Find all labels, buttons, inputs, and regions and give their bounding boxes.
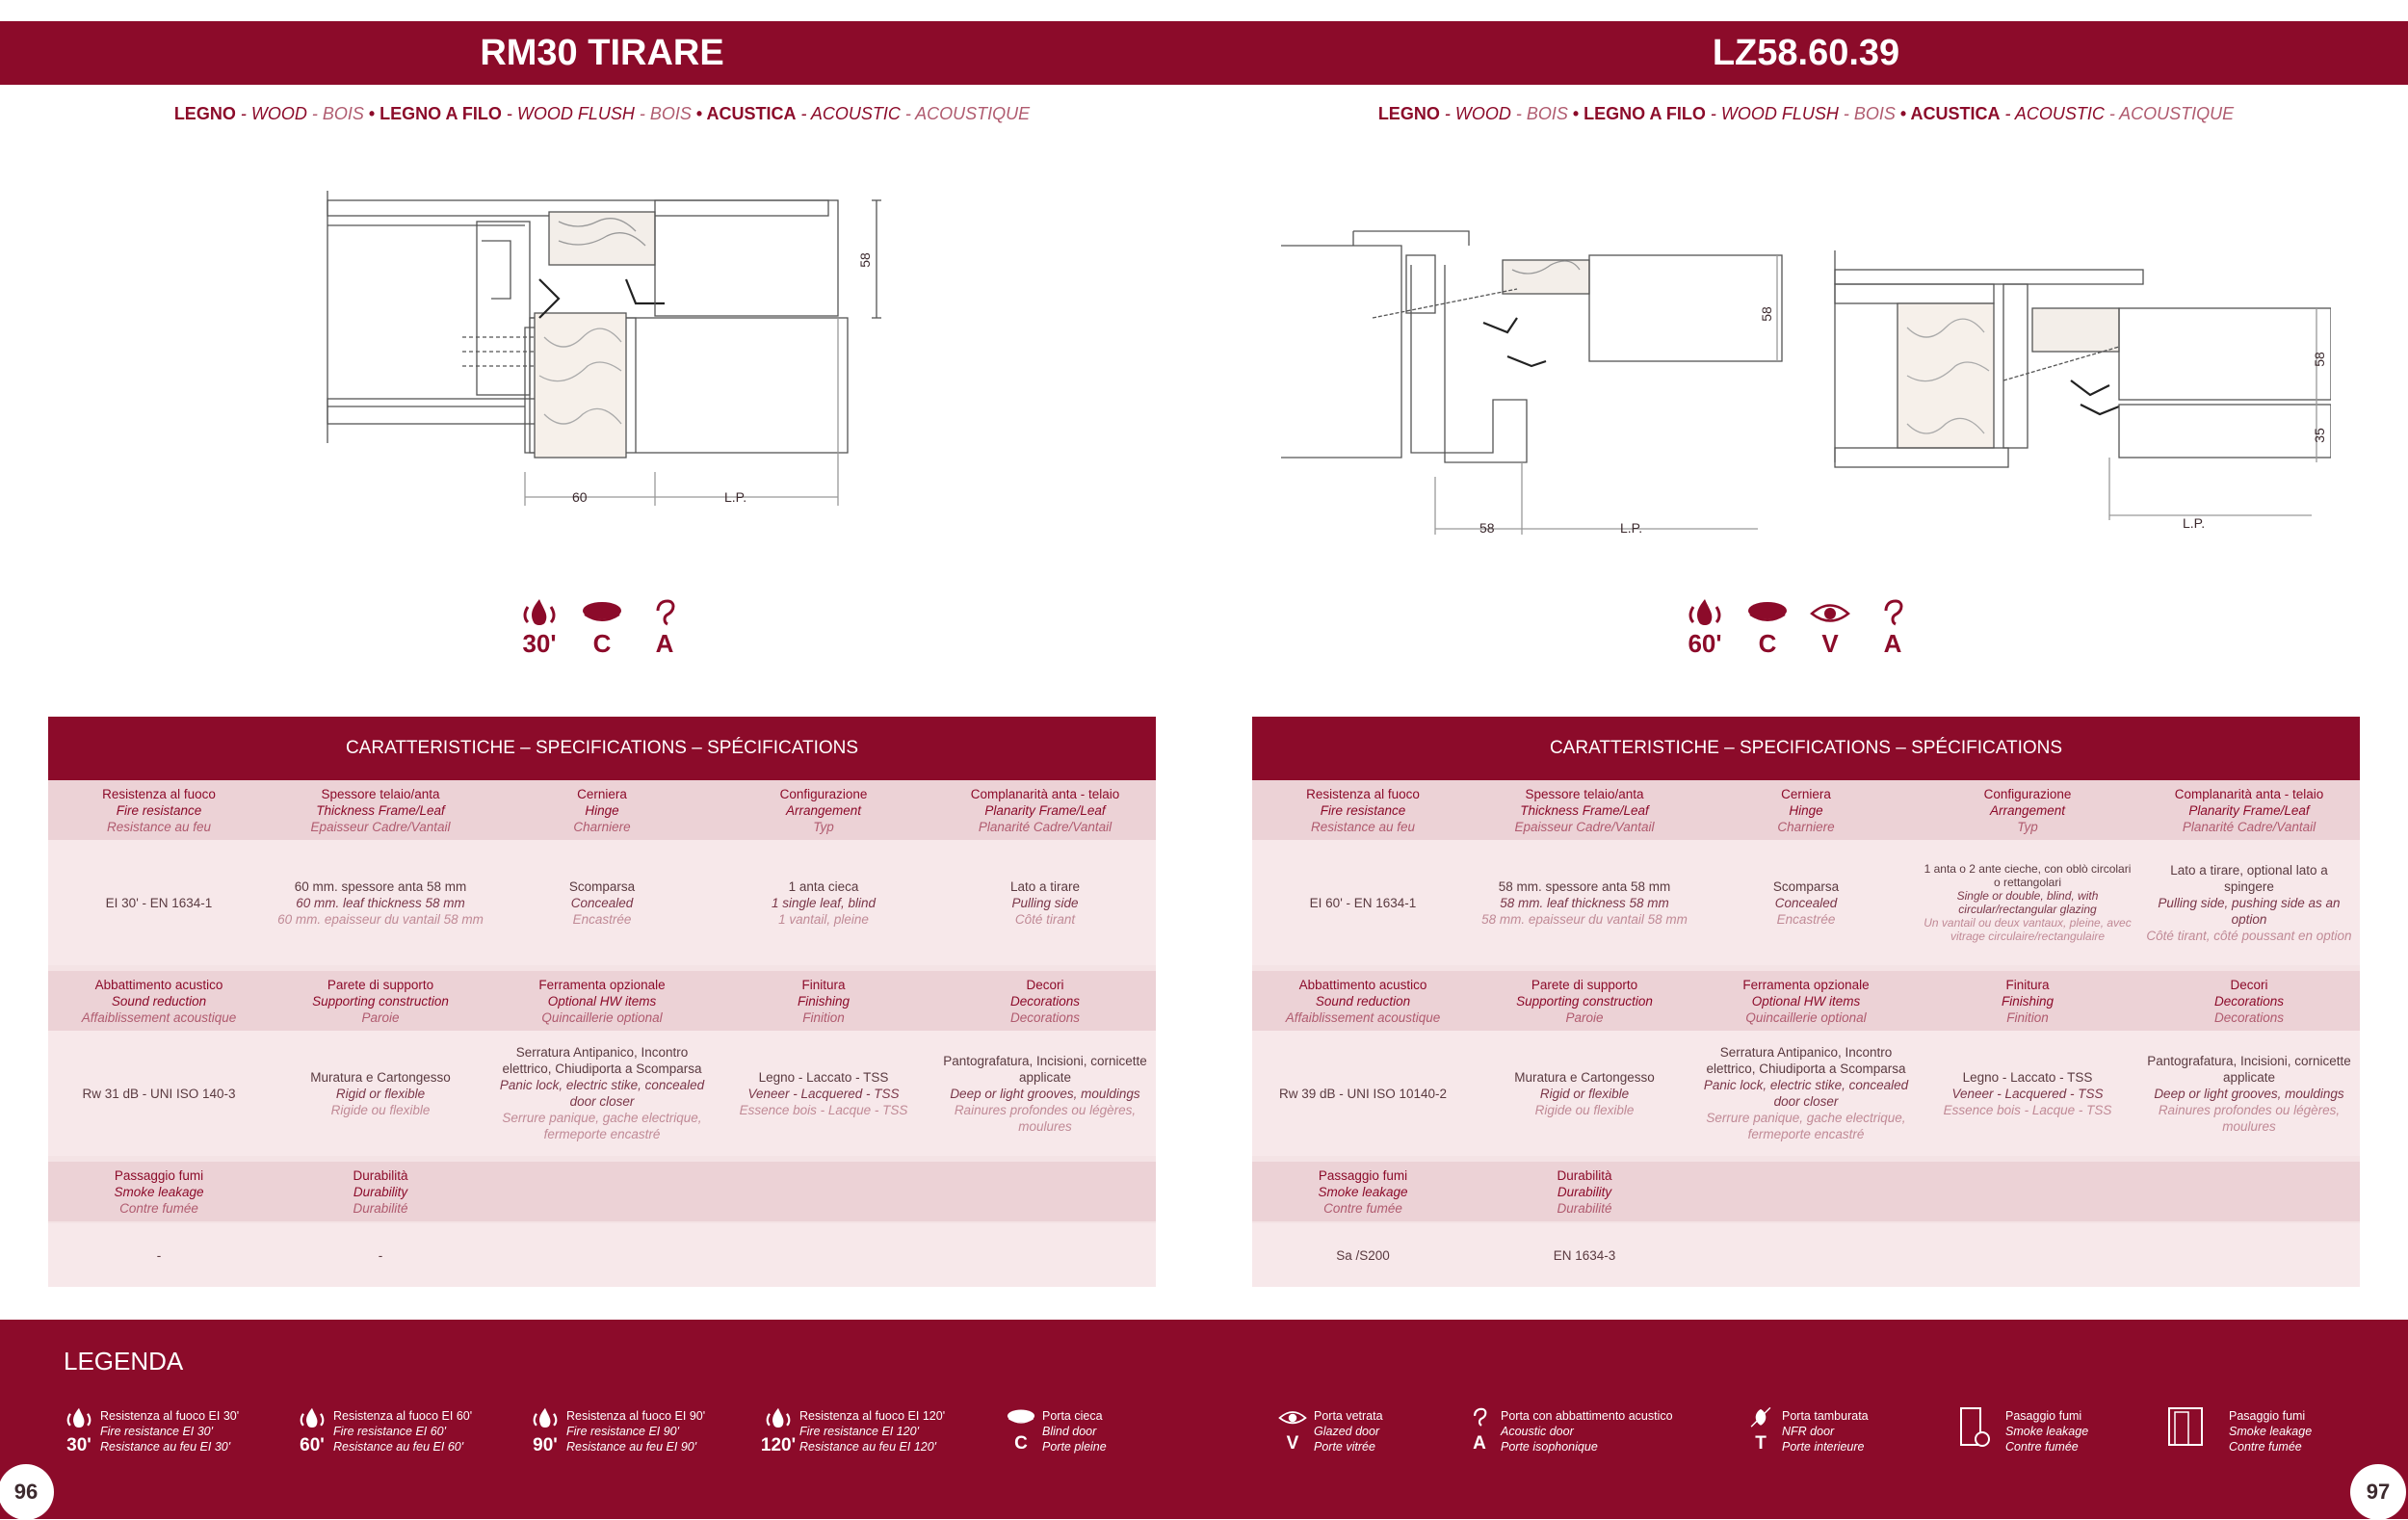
sep: - <box>634 104 650 123</box>
legend-text: Pasaggio fumi Smoke leakage Contre fumée <box>2229 1409 2313 1454</box>
material-fr: BOIS <box>649 104 692 123</box>
spec-value: Legno - Laccato - TSS Veneer - Lacquered - TSS Essence bois - Lacque - TSS <box>739 1069 908 1117</box>
right-feature-icons <box>1676 597 1965 665</box>
spec-cell: Parete di supporto Supporting construction Paroie <box>1516 977 1653 1025</box>
legend-text: Porta con abbattimento acustico Acoustic door Porte isophonique <box>1501 1409 1673 1454</box>
material-en: WOOD <box>1454 104 1511 123</box>
legend-text: Resistenza al fuoco EI 90' Fire resistance EI 90' Resistance au feu EI 90' <box>566 1409 706 1454</box>
spec-value: 58 mm. spessore anta 58 mm 58 mm. leaf thickness 58 mm 58 mm. epaisseur du vantail 58 mm <box>1481 878 1688 927</box>
icon-label: A <box>655 629 674 658</box>
sep: - <box>796 104 811 123</box>
specs-header-row <box>1252 1162 2360 1221</box>
material-it: LEGNO A FILO <box>380 104 502 123</box>
sep: - <box>1510 104 1527 123</box>
spec-cell: Durabilità Durability Durabilité <box>1557 1167 1612 1216</box>
bullet: • <box>1567 104 1584 123</box>
spec-cell: Abbattimento acustico Sound reduction Affaiblissement acoustique <box>81 977 237 1025</box>
legend-code: V <box>1286 1433 1299 1454</box>
sep: - <box>306 104 323 123</box>
material-it: LEGNO A FILO <box>1584 104 1706 123</box>
sep: - <box>2104 104 2120 123</box>
specs-title: CARATTERISTICHE – SPECIFICATIONS – SPÉCIFICATIONS <box>48 717 1156 780</box>
material-en: WOOD FLUSH <box>1720 104 1839 123</box>
legend-code: A <box>1473 1433 1486 1454</box>
spec-value: Lato a tirare Pulling side Côté tirant <box>1009 878 1081 927</box>
bullet: • <box>363 104 380 123</box>
legend-code: 120' <box>760 1435 797 1455</box>
material-fr: ACOUSTIQUE <box>915 104 1031 123</box>
material-en: WOOD FLUSH <box>516 104 635 123</box>
legend-code: 90' <box>533 1435 558 1455</box>
spec-cell: Ferramenta opzionale Optional HW items Quincaillerie optional <box>1742 977 1870 1025</box>
legend-bar <box>0 1320 2408 1519</box>
legend-code: C <box>1014 1433 1028 1454</box>
fire-icon <box>60 1406 98 1455</box>
legend-text: Resistenza al fuoco EI 60' Fire resistance EI 60' Resistance au feu EI 60' <box>333 1409 473 1454</box>
spec-value: Pantografatura, Incisioni, cornicette applicate Deep or light grooves, mouldings Rainures profondes ou légères, moulures <box>943 1053 1147 1134</box>
bullet: • <box>1895 104 1911 123</box>
spec-cell: Ferramenta opzionale Optional HW items Quincaillerie optional <box>538 977 666 1025</box>
sep: - <box>900 104 916 123</box>
spec-value: Muratura e Cartongesso Rigid or flexible Rigide ou flexible <box>1514 1069 1655 1117</box>
closed-eye-icon <box>1002 1406 1040 1454</box>
dim-58-left: 58 <box>856 252 873 268</box>
specs-value-row <box>48 1031 1156 1156</box>
legend-text: Porta tamburata NFR door Porte interieure <box>1782 1409 1869 1454</box>
dim-60-left: 60 <box>572 489 588 505</box>
spec-value: Muratura e Cartongesso Rigid or flexible Rigide ou flexible <box>310 1069 451 1117</box>
eye-icon <box>1801 597 1859 657</box>
legend-code: 60' <box>300 1435 325 1455</box>
spec-cell: Complanarità anta - telaio Planarity Frame/Leaf Planarité Cadre/Vantail <box>2174 786 2324 834</box>
right-specs-panel <box>1252 717 2360 1287</box>
fire-icon <box>759 1406 798 1455</box>
specs-header-row <box>48 780 1156 840</box>
specs-header-row <box>1252 971 2360 1031</box>
material-fr: BOIS <box>1853 104 1896 123</box>
spec-cell: Cerniera Hinge Charniere <box>1777 786 1835 834</box>
specs-value-row <box>1252 840 2360 965</box>
spec-cell: Spessore telaio/anta Thickness Frame/Leaf Epaisseur Cadre/Vantail <box>1514 786 1655 834</box>
spec-value: EN 1634-3 <box>1553 1247 1616 1263</box>
spec-value: 60 mm. spessore anta 58 mm 60 mm. leaf thickness 58 mm 60 mm. epaisseur du vantail 58 mm <box>277 878 484 927</box>
spec-value: EI 30' - EN 1634-1 <box>105 895 213 910</box>
leaf-icon <box>1741 1406 1780 1454</box>
left-specs-panel <box>48 717 1156 1287</box>
fire-icon <box>1676 597 1734 657</box>
right-section-drawing-a <box>1276 226 1796 544</box>
spec-value: Serratura Antipanico, Incontro elettrico, Chiudiporta a Scomparsa Panic lock, electric stike, concealed door closer Serrure panique, gache electrique, fermeporte encastré <box>499 1045 705 1141</box>
icon-label: 30' <box>522 629 557 658</box>
icon-label: C <box>1758 629 1777 658</box>
eye-icon <box>1273 1406 1312 1454</box>
spec-value: 1 anta o 2 ante cieche, con oblò circolari o rettangolari Single or double, blind, with circular/rectangular glazing Un vantail ou deux vantaux, pleine, avec vitrage circulaire/rectangulaire <box>1924 862 2132 943</box>
spec-cell: Resistenza al fuoco Fire resistance Resistance au feu <box>102 786 216 834</box>
specs-value-row <box>48 1223 1156 1287</box>
page-number-left: 96 <box>0 1464 54 1520</box>
material-en: ACOUSTIC <box>2014 104 2105 123</box>
legend-text: Resistenza al fuoco EI 120' Fire resistance EI 120' Resistance au feu EI 120' <box>799 1409 946 1454</box>
specs-value-row <box>1252 1223 2360 1287</box>
legend-text: Resistenza al fuoco EI 30' Fire resistance EI 30' Resistance au feu EI 30' <box>100 1409 240 1454</box>
spec-cell: Decori Decorations Decorations <box>1009 977 1081 1025</box>
icon-label: A <box>1883 629 1902 658</box>
ear-icon <box>636 597 694 657</box>
spec-value: Lato a tirare, optional lato a spingere Pulling side, pushing side as an option Côté tirant, côté poussant en option <box>2146 862 2352 943</box>
sep: - <box>1705 104 1721 123</box>
sep: - <box>501 104 517 123</box>
spec-cell: Passaggio fumi Smoke leakage Contre fumée <box>1318 1167 1408 1216</box>
smoke-door-icon <box>1955 1406 1994 1454</box>
spec-cell: Spessore telaio/anta Thickness Frame/Leaf Epaisseur Cadre/Vantail <box>310 786 451 834</box>
spec-cell: Resistenza al fuoco Fire resistance Resistance au feu <box>1306 786 1420 834</box>
material-fr: BOIS <box>322 104 364 123</box>
smoke-door-icon <box>2167 1406 2206 1454</box>
dim-lp-b: L.P. <box>2183 515 2206 531</box>
fire-icon <box>526 1406 564 1455</box>
bullet: • <box>691 104 707 123</box>
spec-value: EI 60' - EN 1634-1 <box>1309 895 1417 910</box>
spec-value: - <box>378 1247 383 1263</box>
spec-value: Scomparsa Concealed Encastrée <box>568 878 636 927</box>
spec-value: Pantografatura, Incisioni, cornicette applicate Deep or light grooves, mouldings Rainures profondes ou légères, moulures <box>2147 1053 2351 1134</box>
specs-value-row <box>1252 1031 2360 1156</box>
specs-title: CARATTERISTICHE – SPECIFICATIONS – SPÉCIFICATIONS <box>1252 717 2360 780</box>
legend-code: T <box>1755 1433 1767 1454</box>
dim-58-b: 58 <box>1479 520 1495 536</box>
left-section-drawing <box>318 183 896 511</box>
right-title: LZ58.60.39 <box>1712 33 1900 73</box>
legend-title: LEGENDA <box>64 1347 184 1376</box>
spec-value: Rw 31 dB - UNI ISO 140-3 <box>82 1086 236 1101</box>
closed-eye-icon <box>1739 597 1796 657</box>
material-fr: ACOUSTIQUE <box>2119 104 2235 123</box>
spec-value: Scomparsa Concealed Encastrée <box>1772 878 1840 927</box>
spec-value: Rw 39 dB - UNI ISO 10140-2 <box>1278 1086 1448 1101</box>
spec-cell: Parete di supporto Supporting construction Paroie <box>312 977 449 1025</box>
dim-58-a: 58 <box>1758 306 1774 322</box>
sep: - <box>2000 104 2015 123</box>
icon-label: 60' <box>1688 629 1722 658</box>
icon-label: V <box>1821 629 1839 658</box>
spec-cell: Configurazione Arrangement Typ <box>1983 786 2072 834</box>
spec-cell: Passaggio fumi Smoke leakage Contre fumée <box>114 1167 204 1216</box>
spec-cell: Complanarità anta - telaio Planarity Frame/Leaf Planarité Cadre/Vantail <box>970 786 1120 834</box>
material-it: ACUSTICA <box>706 104 797 123</box>
spec-cell: Finitura Finishing Finition <box>797 977 851 1025</box>
closed-eye-icon <box>573 597 631 657</box>
spec-cell: Durabilità Durability Durabilité <box>353 1167 408 1216</box>
specs-header-row <box>48 971 1156 1031</box>
dim-58-c: 58 <box>2311 352 2327 367</box>
dim-35: 35 <box>2311 428 2327 443</box>
spec-value: Serratura Antipanico, Incontro elettrico, Chiudiporta a Scomparsa Panic lock, electric stike, concealed door closer Serrure panique, gache electrique, fermeporte encastré <box>1703 1045 1909 1141</box>
specs-value-row <box>48 840 1156 965</box>
material-fr: BOIS <box>1526 104 1568 123</box>
spec-cell: Abbattimento acustico Sound reduction Affaiblissement acoustique <box>1285 977 1441 1025</box>
material-en: WOOD <box>250 104 307 123</box>
dim-lp-a: L.P. <box>1620 520 1643 536</box>
specs-header-row <box>1252 780 2360 840</box>
fire-icon <box>293 1406 331 1455</box>
spec-cell: Cerniera Hinge Charniere <box>573 786 631 834</box>
legend-text: Pasaggio fumi Smoke leakage Contre fumée <box>2005 1409 2089 1454</box>
fire-icon <box>510 597 568 657</box>
sep: - <box>235 104 251 123</box>
spec-cell: Finitura Finishing Finition <box>2001 977 2055 1025</box>
dim-lp-left: L.P. <box>724 489 747 505</box>
spec-value: - <box>156 1247 162 1263</box>
left-title: RM30 TIRARE <box>480 33 724 73</box>
spec-value: Legno - Laccato - TSS Veneer - Lacquered - TSS Essence bois - Lacque - TSS <box>1943 1069 2112 1117</box>
legend-text: Porta vetrata Glazed door Porte vitrée <box>1314 1409 1383 1454</box>
material-it: ACUSTICA <box>1910 104 2001 123</box>
sep: - <box>1838 104 1854 123</box>
left-subline <box>0 104 1204 127</box>
material-en: ACOUSTIC <box>810 104 901 123</box>
page-number-right: 97 <box>2350 1464 2406 1520</box>
right-section-drawing-b <box>1830 241 2331 530</box>
right-subline <box>1204 104 2408 127</box>
ear-icon <box>1864 597 1922 657</box>
spec-cell: Configurazione Arrangement Typ <box>779 786 868 834</box>
legend-text: Porta cieca Blind door Porte pleine <box>1042 1409 1107 1454</box>
material-it: LEGNO <box>173 104 236 123</box>
left-feature-icons <box>510 597 732 665</box>
material-it: LEGNO <box>1377 104 1440 123</box>
legend-code: 30' <box>66 1435 92 1455</box>
ear-icon <box>1460 1406 1499 1454</box>
sep: - <box>1439 104 1455 123</box>
spec-cell: Decori Decorations Decorations <box>2213 977 2285 1025</box>
spec-value: Sa /S200 <box>1336 1247 1390 1263</box>
icon-label: C <box>592 629 612 658</box>
spec-value: 1 anta cieca 1 single leaf, blind 1 vantail, pleine <box>771 878 877 927</box>
specs-header-row <box>48 1162 1156 1221</box>
